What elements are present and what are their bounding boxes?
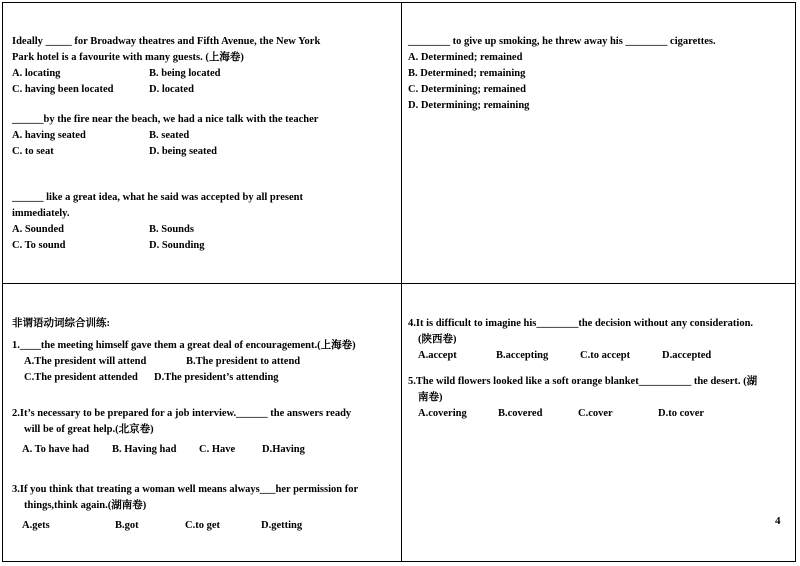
- exercise-5-options-row: [408, 406, 793, 422]
- horizontal-divider: [2, 283, 796, 284]
- exercise-1-options-row1: [12, 354, 397, 370]
- question-1-stem-line2: Park hotel is a favourite with many guests. (上海卷): [12, 52, 244, 63]
- question-4-option-a: A. Determined; remained: [408, 52, 523, 63]
- exercise-1-option-b: B.The president to attend: [186, 356, 301, 367]
- exercise-3-stem-line1: 3.If you think that treating a woman well means always___her permission for: [12, 484, 359, 495]
- exercise-3-options-row: [12, 518, 397, 534]
- exercise-2-stem-line1: 2.It’s necessary to be prepared for a job interview.______ the answers ready: [12, 408, 352, 419]
- exercise-5-option-a: A.covering: [418, 408, 467, 419]
- question-2-option-b: B. seated: [149, 130, 190, 141]
- exercise-5-option-c: C.cover: [578, 408, 613, 419]
- exercise-5-option-b: B.covered: [498, 408, 543, 419]
- question-3-option-b: B. Sounds: [149, 224, 194, 235]
- question-1-options-row1: [12, 66, 392, 82]
- question-4-option-b: B. Determined; remaining: [408, 68, 526, 79]
- question-2-option-a: A. having seated: [12, 130, 86, 141]
- exercise-2-options-row: [12, 442, 397, 458]
- question-2-option-c: C. to seat: [12, 146, 54, 157]
- exercise-3-option-c: C.to get: [185, 520, 220, 531]
- question-3-option-c: C. To sound: [12, 240, 66, 251]
- question-1-option-c: C. having been located: [12, 84, 114, 95]
- question-2-stem-line1: ______by the fire near the beach, we had a nice talk with the teacher: [12, 114, 319, 125]
- question-3-option-d: D. Sounding: [149, 240, 205, 251]
- exercise-1-option-c: C.The president attended: [24, 372, 138, 383]
- exercise-3-option-b: B.got: [115, 520, 139, 531]
- question-2-options-row2: [12, 144, 392, 160]
- exercise-4-options-row: [408, 348, 793, 364]
- exercise-5-option-d: D.to cover: [658, 408, 705, 419]
- question-1-option-b: B. being located: [149, 68, 221, 79]
- exercise-2-option-b: B. Having had: [112, 444, 177, 455]
- question-3-options-row1: [12, 222, 392, 238]
- question-1-stem-line1: Ideally _____ for Broadway theatres and Fifth Avenue, the New York: [12, 36, 321, 47]
- exercise-2-stem-line2: will be of great help.(北京卷): [24, 424, 154, 435]
- question-2-option-d: D. being seated: [149, 146, 217, 157]
- drill-heading: 非谓语动词综合训练:: [12, 318, 110, 329]
- exercise-4-option-c: C.to accept: [580, 350, 631, 361]
- exercise-5-stem-line1: 5.The wild flowers looked like a soft orange blanket__________ the desert. (湖: [408, 376, 758, 387]
- question-4-stem-line1: ________ to give up smoking, he threw away his ________ cigarettes.: [408, 36, 716, 47]
- exercise-3-stem-line2: things,think again.(湖南卷): [24, 500, 147, 511]
- question-3-stem-line1: ______ like a great idea, what he said was accepted by all present: [12, 192, 303, 203]
- question-1-option-d: D. located: [149, 84, 194, 95]
- exercise-2-option-d: D.Having: [262, 444, 305, 455]
- exercise-1-options-row2: [12, 370, 397, 386]
- exercise-5-stem-line2: 南卷): [418, 392, 443, 403]
- exercise-1-stem-line1: 1.____the meeting himself gave them a great deal of encouragement.(上海卷): [12, 340, 356, 351]
- exercise-4-stem-line2: (陕西卷): [418, 334, 457, 345]
- panel-bottom-left: [12, 316, 397, 534]
- question-3-options-row2: [12, 238, 392, 254]
- question-2-options-row1: [12, 128, 392, 144]
- exercise-2-option-c: C. Have: [199, 444, 236, 455]
- exercise-4-stem-line1: 4.It is difficult to imagine his________the decision without any consideration.: [408, 318, 754, 329]
- exercise-1-option-d: D.The president’s attending: [154, 372, 279, 383]
- exercise-3-option-a: A.gets: [22, 520, 50, 531]
- panel-top-right: [408, 34, 793, 114]
- exercise-1-option-a: A.The president will attend: [24, 356, 147, 367]
- question-1-options-row2: [12, 82, 392, 98]
- exercise-3-option-d: D.getting: [261, 520, 303, 531]
- panel-bottom-right: [408, 316, 793, 422]
- question-3-option-a: A. Sounded: [12, 224, 64, 235]
- vertical-divider: [401, 2, 402, 562]
- question-1-option-a: A. locating: [12, 68, 61, 79]
- question-4-option-c: C. Determining; remained: [408, 84, 526, 95]
- exercise-4-option-a: A.accept: [418, 350, 457, 361]
- question-4-option-d: D. Determining; remaining: [408, 100, 530, 111]
- exercise-4-option-b: B.accepting: [496, 350, 549, 361]
- question-3-stem-line2: immediately.: [12, 208, 70, 219]
- page-number: 4: [775, 515, 781, 527]
- panel-top-left: [12, 34, 392, 254]
- exercise-2-option-a: A. To have had: [22, 444, 90, 455]
- exercise-4-option-d: D.accepted: [662, 350, 712, 361]
